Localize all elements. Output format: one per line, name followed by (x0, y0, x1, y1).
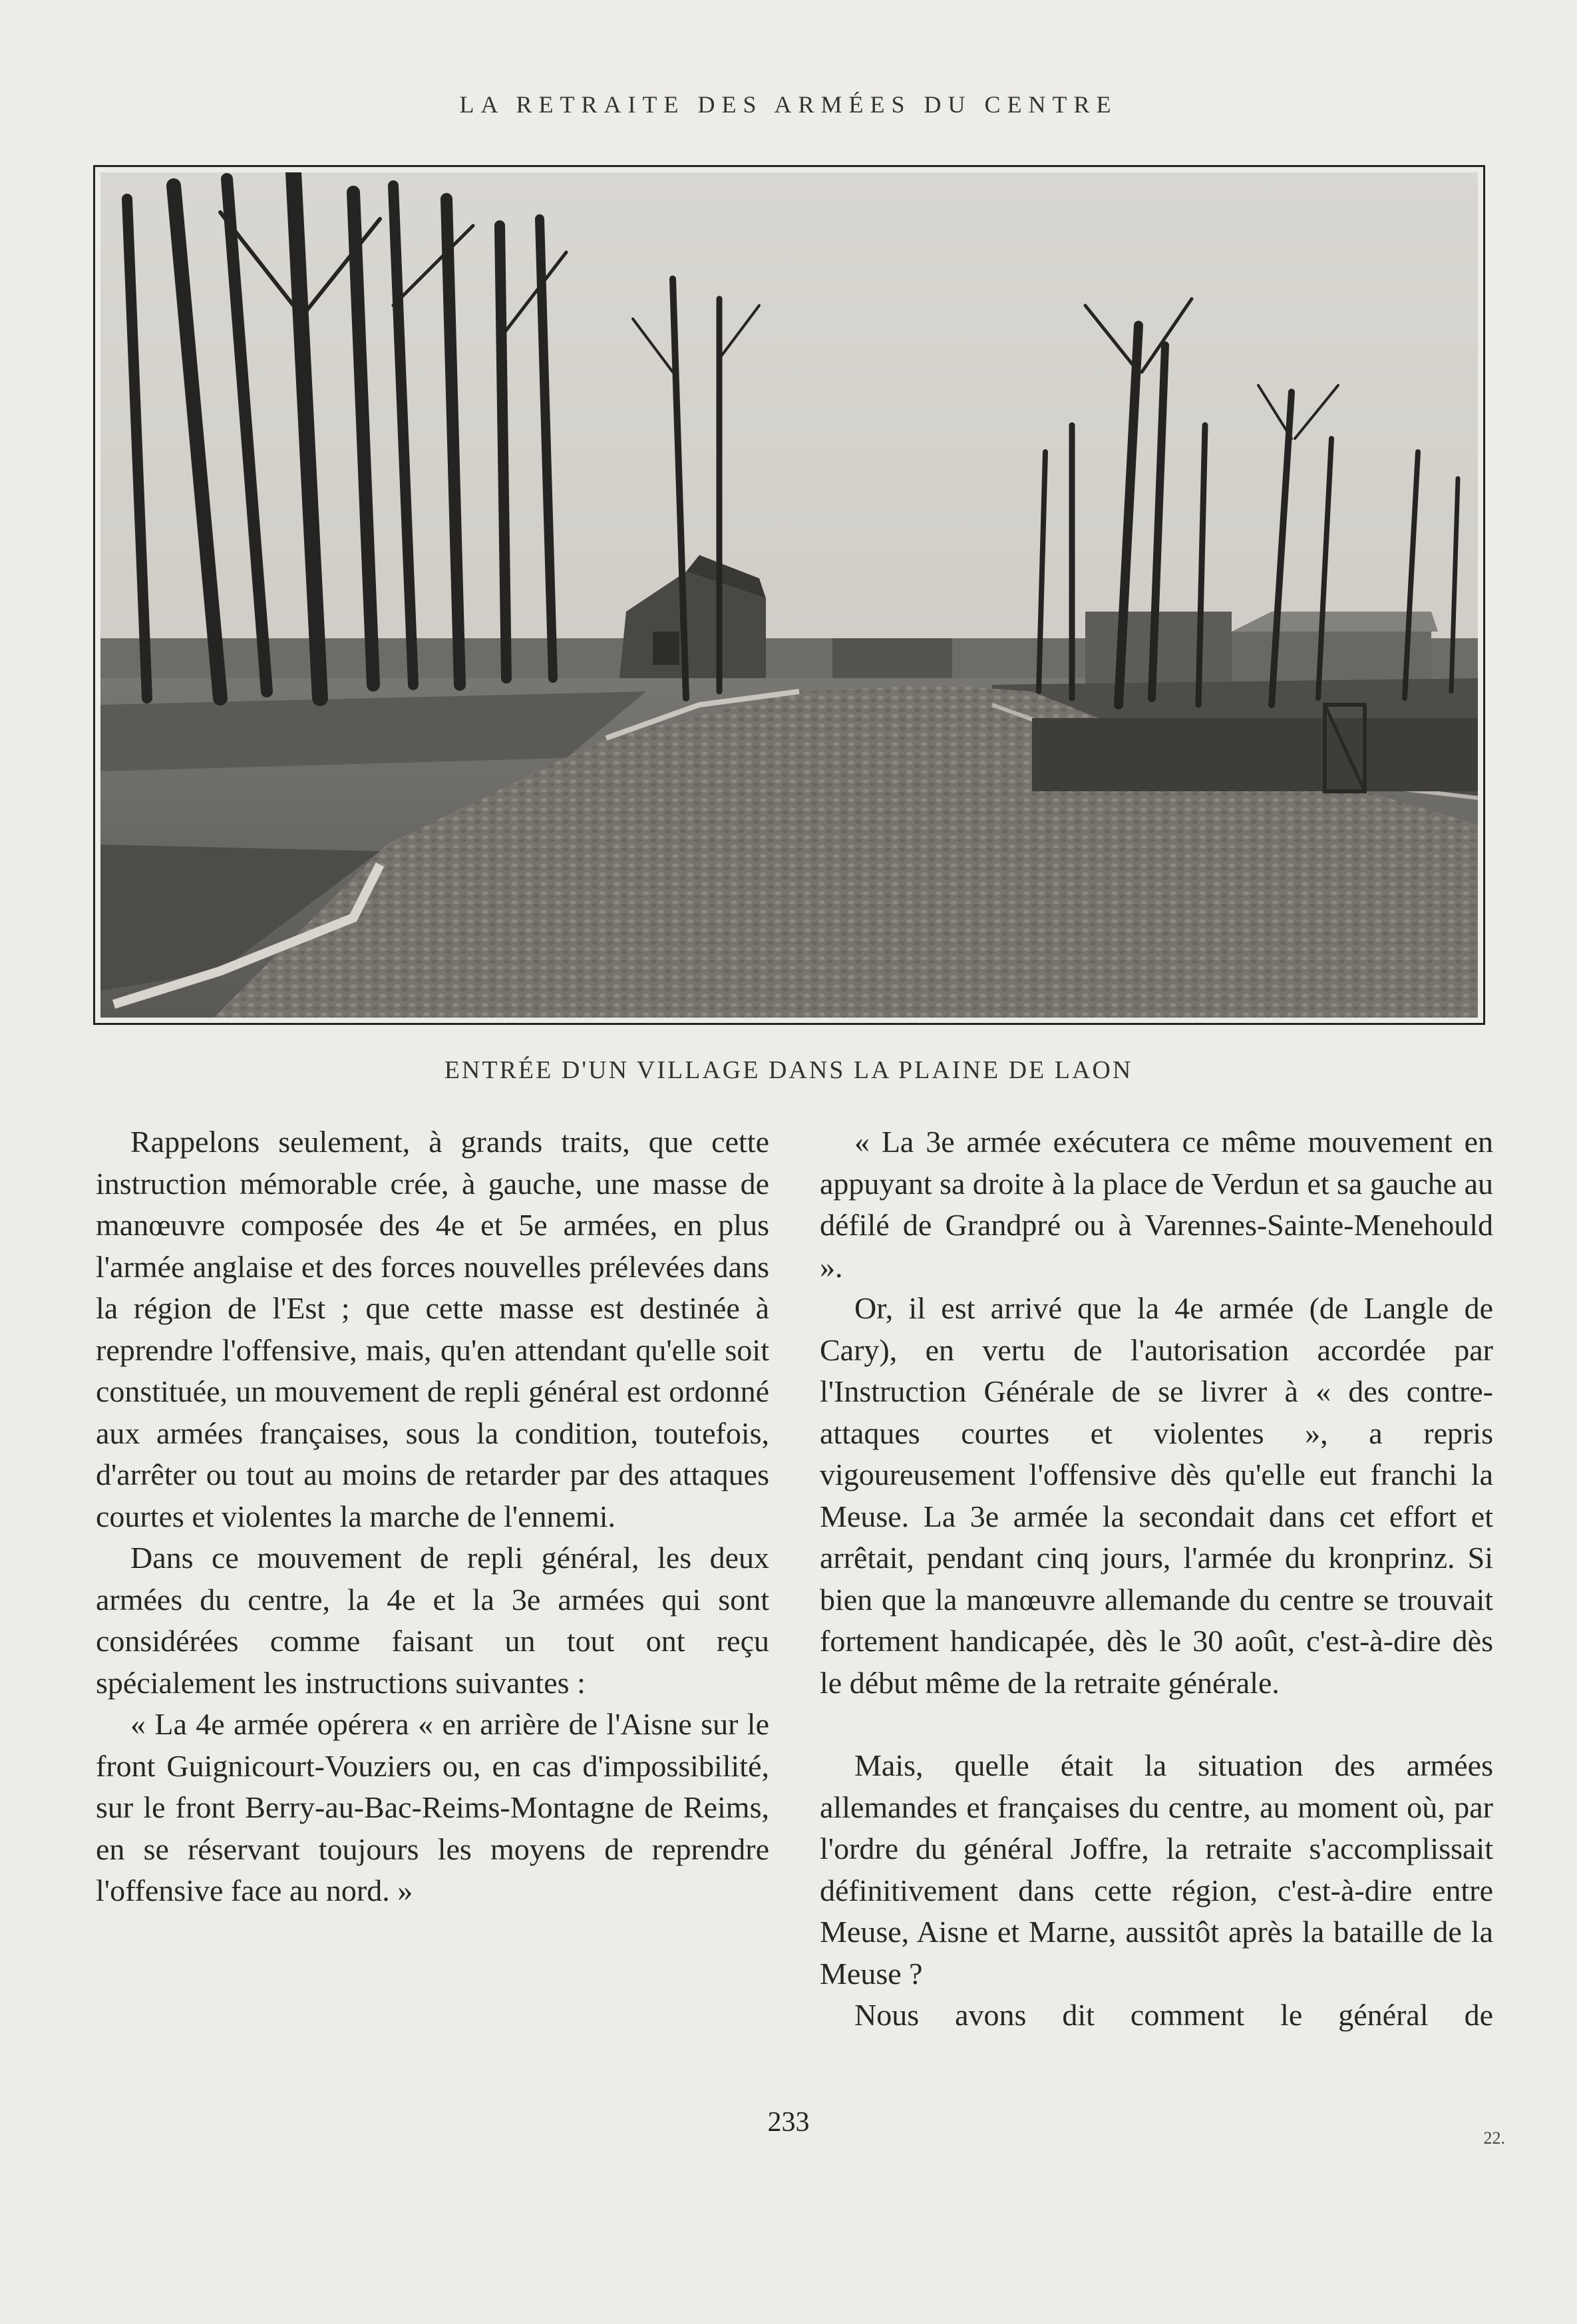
page-number: 233 (767, 2107, 810, 2138)
figure-caption: ENTRÉE D'UN VILLAGE DANS LA PLAINE DE LAON (444, 1056, 1133, 1084)
paragraph: Rappelons seulement, à grands traits, que cette instruction mémorable crée, à gauche, une masse de manœuvre composée des 4e et 5e armées, en plus l'armée anglaise et des forces nouvelles prélevées dans la région de l'Est ; que cette masse est destinée à reprendre l'offensive, mais, qu'en attendant qu'elle soit constituée, un mouvement de repli général est ordonné aux armées françaises, sous la condition, toutefois, d'arrêter ou tout au moins de retarder par des attaques courtes et violentes la marche de l'ennemi. (96, 1125, 769, 1533)
running-title: LA RETRAITE DES ARMÉES DU CENTRE (459, 91, 1118, 118)
quotation-paragraph: « La 4e armée opérera « en arrière de l'Aisne sur le front Guignicourt-Vouziers ou, en cas d'impossibilité, sur le front Berry-au-Bac-Reims-Montagne de Reims, en se réservant toujours les moyens de reprendre l'offensive face au nord. » (96, 1707, 769, 1907)
paragraph: Mais, quelle était la situation des armées allemandes et françaises du centre, au moment où, par l'ordre du général Joffre, la retraite s'accomplissait définitivement dans cette région, c'est-à-dire entre Meuse, Aisne et Marne, aussitôt après la bataille de la Meuse ? (820, 1748, 1493, 1991)
village-photograph (93, 165, 1485, 1025)
section-break (820, 1704, 1493, 1745)
paragraph: Nous avons dit comment le général de (854, 1998, 1493, 2032)
village-road-image (100, 172, 1478, 1018)
signature-mark: 22. (1483, 2128, 1505, 2148)
paragraph: Dans ce mouvement de repli général, les deux armées du centre, la 4e et la 3e armées qui sont considérées comme faisant un tout ont reçu spécialement les instructions suivantes : (96, 1541, 769, 1700)
right-text-column (820, 1121, 1493, 2036)
left-text-column (96, 1121, 769, 1912)
paragraph: Or, il est arrivé que la 4e armée (de Langle de Cary), en vertu de l'autorisation accordée par l'Instruction Générale de se livrer à « des contre-attaques courtes et violentes », a repris vigoureusement l'offensive dès qu'elle eut franchi la Meuse. La 3e armée la secondait dans cet effort et arrêtait, pendant cinq jours, l'armée du kronprinz. Si bien que la manœuvre allemande du centre se trouvait fortement handicapée, dès le 30 août, c'est-à-dire dès le début même de la retraite générale. (820, 1291, 1493, 1700)
quotation-paragraph: « La 3e armée exécutera ce même mouvement en appuyant sa droite à la place de Verdun et sa gauche au défilé de Grandpré ou à Varennes-Sainte-Menehould ». (820, 1125, 1493, 1284)
